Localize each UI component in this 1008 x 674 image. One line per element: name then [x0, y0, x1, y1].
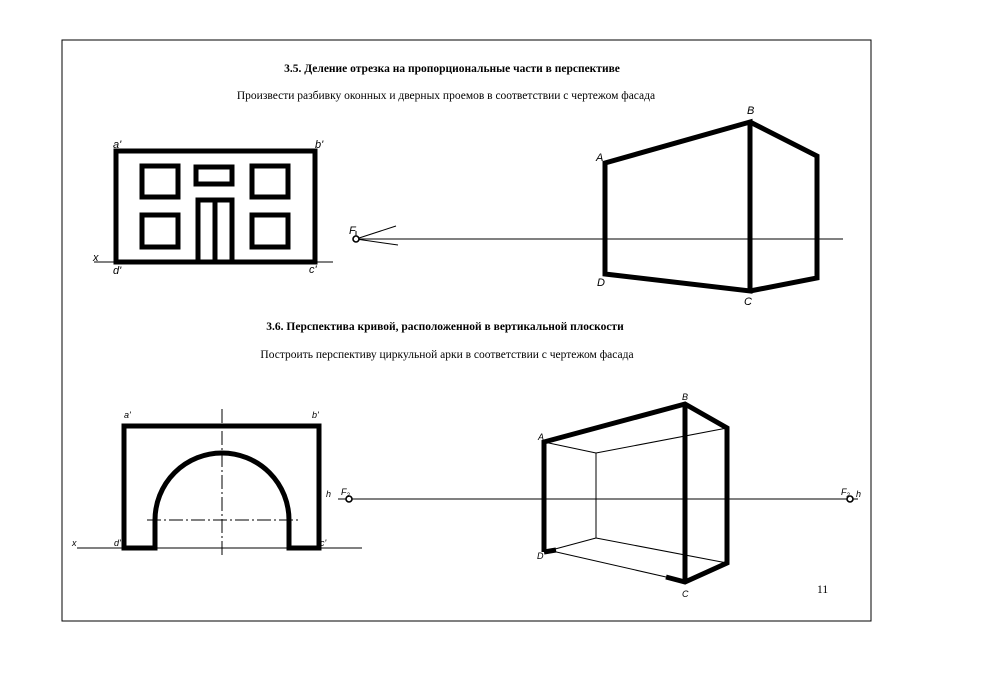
page-number: 11: [817, 584, 829, 596]
label-B-2: B: [682, 392, 689, 402]
horizon-2: [326, 487, 861, 502]
label-D-2: D: [537, 551, 544, 561]
facade-drawing-1: [92, 139, 333, 277]
section-1-title: 3.5. Деление отрезка на пропорциональные части в перспективе: [284, 63, 620, 75]
right-face: [750, 122, 817, 291]
label-D: D: [597, 277, 605, 289]
perspective-box-1: [595, 105, 817, 308]
label-B: B: [747, 105, 755, 117]
label-a-prime: a': [113, 139, 122, 151]
section-2-task: Построить перспективу циркульной арки в соответствии с чертежом фасада: [260, 349, 634, 361]
left-face: [605, 122, 750, 291]
ray-down: [356, 239, 398, 245]
label-x-2: x: [72, 538, 77, 548]
label-C-2: C: [682, 589, 689, 599]
construction-line: [596, 428, 727, 453]
section-2-title: 3.6. Перспектива кривой, расположенной в вертикальной плоскости: [266, 321, 624, 333]
label-b-prime: b': [315, 139, 324, 151]
label-C: C: [744, 296, 752, 308]
label-d-prime-2: d': [114, 538, 121, 548]
window-top-right: [252, 166, 288, 197]
label-b-prime-2: b': [312, 410, 319, 420]
label-f2-right: $F_2$: [841, 487, 850, 499]
label-x: x: [93, 252, 99, 264]
window-bottom-right: [252, 215, 288, 247]
construction-line: [544, 442, 596, 453]
label-d-prime: d': [113, 265, 122, 277]
label-f2-left: $F_2$: [341, 487, 350, 499]
horizon-1: [349, 225, 843, 245]
arch-facade-drawing: [71, 409, 362, 558]
window-top-left: [142, 166, 178, 197]
perspective-box-2: [537, 392, 727, 599]
label-A-2: A: [538, 432, 545, 442]
box-arrow-d: [544, 550, 556, 552]
section-1-task: Произвести разбивку оконных и дверных проемов в соответствии с чертежом фасада: [236, 90, 656, 102]
construction-line: [552, 551, 666, 577]
window-bottom-left: [142, 215, 178, 247]
label-h-left: h: [326, 489, 332, 499]
transom-window: [196, 167, 232, 184]
label-a-prime-2: a': [124, 410, 131, 420]
label-f: F: [349, 225, 356, 237]
ray-up: [356, 226, 396, 239]
construction-line: [596, 538, 727, 563]
label-h-right: h: [856, 489, 862, 499]
label-A: A: [596, 152, 604, 164]
label-c-prime: c': [309, 264, 317, 276]
label-c-prime-2: c': [320, 538, 327, 548]
